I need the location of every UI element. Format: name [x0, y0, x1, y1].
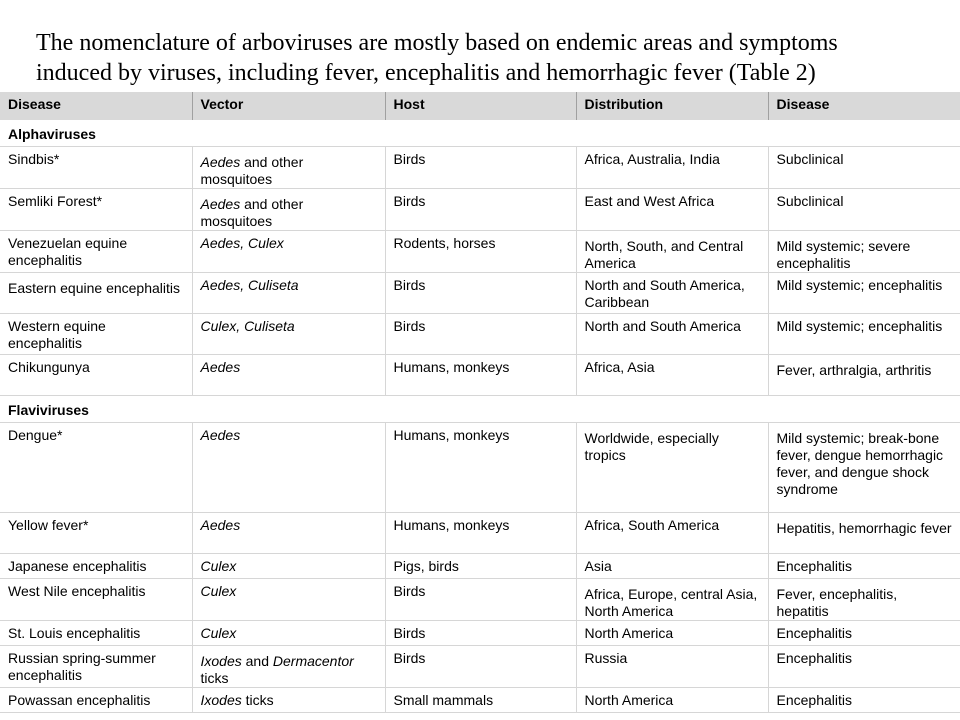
- group-row-flaviviruses: [0, 396, 960, 423]
- cell-disease: Semliki Forest*: [0, 189, 192, 231]
- vector-genus: Aedes, Culex: [200, 235, 284, 251]
- column-header-outcome: Disease: [768, 92, 960, 120]
- table-row: [0, 231, 960, 273]
- cell-vector: [192, 554, 385, 579]
- vector-genus: Ixodes: [200, 653, 242, 669]
- vector-genus-2: Dermacentor: [272, 653, 354, 669]
- arbovirus-table: [0, 92, 960, 713]
- cell-outcome: [768, 423, 960, 513]
- cell-outcome: Mild systemic; encephalitis: [768, 273, 960, 314]
- cell-vector: [192, 189, 385, 231]
- cell-disease: Japanese encephalitis: [0, 554, 192, 579]
- cell-host: Birds: [385, 314, 576, 355]
- table-row: [0, 189, 960, 231]
- table-row: [0, 646, 960, 688]
- cell-outcome: [768, 579, 960, 621]
- cell-distribution: [576, 423, 768, 513]
- table-header-row: [0, 92, 960, 120]
- cell-outcome: Encephalitis: [768, 646, 960, 688]
- cell-distribution: North America: [576, 621, 768, 646]
- slide-title: [36, 28, 956, 88]
- table-row: [0, 355, 960, 396]
- cell-disease: Powassan encephalitis: [0, 688, 192, 713]
- table-row: [0, 579, 960, 621]
- title-line-2: induced by viruses, including fever, encephalitis and hemorrhagic fever (Table 2): [36, 60, 816, 86]
- cell-vector: [192, 688, 385, 713]
- group-label: Alphaviruses: [0, 120, 960, 147]
- vector-genus: Ixodes: [200, 692, 242, 708]
- title-line-1: The nomenclature of arboviruses are mostly based on endemic areas and symptoms: [36, 30, 838, 56]
- cell-outcome: Encephalitis: [768, 621, 960, 646]
- cell-host: Birds: [385, 621, 576, 646]
- vector-text: and other mosquitoes: [200, 154, 304, 187]
- table-row: [0, 621, 960, 646]
- cell-disease: Venezuelan equine encephalitis: [0, 231, 192, 273]
- cell-disease: Dengue*: [0, 423, 192, 513]
- cell-vector: [192, 621, 385, 646]
- cell-outcome: [768, 513, 960, 554]
- cell-disease: St. Louis encephalitis: [0, 621, 192, 646]
- column-header-host: Host: [385, 92, 576, 120]
- vector-genus: Culex, Culiseta: [200, 318, 295, 334]
- vector-text: ticks: [241, 692, 274, 708]
- cell-host: Small mammals: [385, 688, 576, 713]
- cell-host: Birds: [385, 646, 576, 688]
- cell-vector: [192, 273, 385, 314]
- cell-disease: [0, 273, 192, 314]
- vector-text: and: [241, 653, 273, 669]
- cell-vector: [192, 646, 385, 688]
- cell-disease: Russian spring-summer encephalitis: [0, 646, 192, 688]
- cell-vector: [192, 147, 385, 189]
- cell-distribution: Africa, Asia: [576, 355, 768, 396]
- vector-genus: Culex: [200, 558, 237, 574]
- vector-genus: Aedes: [200, 517, 241, 533]
- outcome-text: Hepatitis, hemorrhagic fever: [776, 520, 952, 536]
- cell-vector: [192, 231, 385, 273]
- cell-vector: [192, 355, 385, 396]
- cell-distribution: [576, 231, 768, 273]
- table-row: [0, 554, 960, 579]
- cell-vector: [192, 579, 385, 621]
- cell-disease: West Nile encephalitis: [0, 579, 192, 621]
- cell-host: Birds: [385, 189, 576, 231]
- vector-text-2: ticks: [200, 670, 229, 686]
- cell-distribution: Africa, Australia, India: [576, 147, 768, 189]
- vector-genus: Aedes: [200, 196, 241, 212]
- cell-outcome: Subclinical: [768, 189, 960, 231]
- table-row: [0, 273, 960, 314]
- outcome-text: Mild systemic; severe encephalitis: [776, 238, 911, 271]
- cell-outcome: Encephalitis: [768, 688, 960, 713]
- outcome-text: Fever, encephalitis, hepatitis: [776, 586, 898, 619]
- table-row: [0, 688, 960, 713]
- outcome-text: Fever, arthralgia, arthritis: [776, 362, 932, 378]
- outcome-text: Mild systemic; break-bone fever, dengue hemorrhagic fever, and dengue shock syndrome: [776, 430, 944, 497]
- cell-host: Pigs, birds: [385, 554, 576, 579]
- cell-host: Humans, monkeys: [385, 513, 576, 554]
- column-header-disease: Disease: [0, 92, 192, 120]
- cell-vector: [192, 314, 385, 355]
- cell-disease: Sindbis*: [0, 147, 192, 189]
- vector-genus: Culex: [200, 583, 237, 599]
- cell-disease: Yellow fever*: [0, 513, 192, 554]
- table-row: [0, 423, 960, 513]
- vector-genus: Aedes, Culiseta: [200, 277, 299, 293]
- vector-genus: Aedes: [200, 154, 241, 170]
- cell-distribution: North and South America: [576, 314, 768, 355]
- cell-distribution: Africa, South America: [576, 513, 768, 554]
- cell-disease: Chikungunya: [0, 355, 192, 396]
- table-row: [0, 513, 960, 554]
- vector-genus: Culex: [200, 625, 237, 641]
- distribution-text: Africa, Europe, central Asia, North America: [584, 586, 758, 619]
- cell-outcome: Mild systemic; encephalitis: [768, 314, 960, 355]
- vector-genus: Aedes: [200, 359, 241, 375]
- cell-disease: Western equine encephalitis: [0, 314, 192, 355]
- cell-distribution: North and South America, Caribbean: [576, 273, 768, 314]
- cell-host: Humans, monkeys: [385, 423, 576, 513]
- cell-outcome: Subclinical: [768, 147, 960, 189]
- cell-distribution: Russia: [576, 646, 768, 688]
- cell-distribution: North America: [576, 688, 768, 713]
- cell-host: Birds: [385, 579, 576, 621]
- cell-host: Birds: [385, 273, 576, 314]
- column-header-vector: Vector: [192, 92, 385, 120]
- cell-vector: [192, 513, 385, 554]
- cell-outcome: Encephalitis: [768, 554, 960, 579]
- distribution-text: Worldwide, especially tropics: [584, 430, 719, 463]
- cell-distribution: Asia: [576, 554, 768, 579]
- cell-outcome: [768, 231, 960, 273]
- column-header-distribution: Distribution: [576, 92, 768, 120]
- cell-host: Humans, monkeys: [385, 355, 576, 396]
- cell-distribution: [576, 579, 768, 621]
- disease-text: Eastern equine encephalitis: [8, 280, 181, 296]
- vector-text: and other mosquitoes: [200, 196, 304, 229]
- cell-distribution: East and West Africa: [576, 189, 768, 231]
- cell-host: Rodents, horses: [385, 231, 576, 273]
- vector-genus: Aedes: [200, 427, 241, 443]
- table-row: [0, 314, 960, 355]
- table-row: [0, 147, 960, 189]
- cell-host: Birds: [385, 147, 576, 189]
- cell-outcome: [768, 355, 960, 396]
- distribution-text: North, South, and Central America: [584, 238, 744, 271]
- cell-vector: [192, 423, 385, 513]
- group-label: Flaviviruses: [0, 396, 960, 423]
- group-row-alphaviruses: [0, 120, 960, 147]
